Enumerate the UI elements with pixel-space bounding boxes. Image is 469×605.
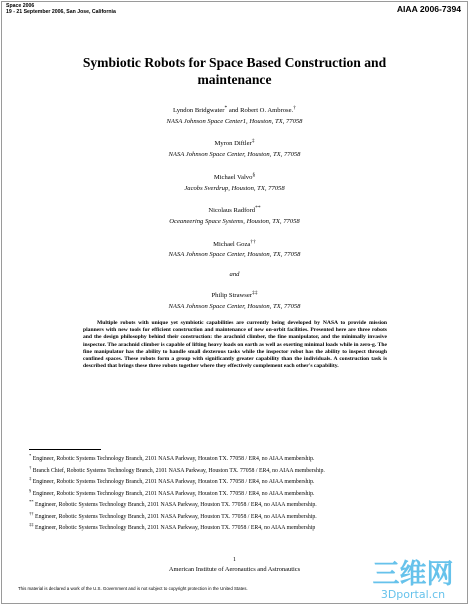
organization-footer: American Institute of Aeronautics and Astronautics xyxy=(168,566,301,573)
author-name: Michael Valvo xyxy=(213,173,253,181)
footnote-mark: § xyxy=(29,487,32,493)
footnote-mark: ‡ xyxy=(29,476,32,482)
author-name: Michael Goza xyxy=(213,240,251,248)
copyright-notice: This material is declared a work of the U.S. Government and is not subject to copyright protection in the United States. xyxy=(18,586,248,591)
watermark-sub-text: 3Dportal.cn xyxy=(380,588,446,601)
footnote-text: Engineer, Robotic Systems Technology Branch, 2101 NASA Parkway, Houston TX. 77058 / ER4, no AIAA membership. xyxy=(32,455,315,462)
author-block xyxy=(60,237,409,261)
author-mark: ‡ xyxy=(251,138,255,145)
page-number: 1 xyxy=(233,557,236,563)
footnote-mark: † xyxy=(29,464,32,470)
author-name: Philip Strawser xyxy=(211,292,252,300)
footnote xyxy=(29,487,441,499)
author-name: Myron Diftler xyxy=(214,140,252,148)
author-conjunction: and xyxy=(229,270,240,278)
watermark-logo-icon xyxy=(365,552,461,602)
author-mark: * xyxy=(224,105,228,111)
footnote-mark: ‡‡ xyxy=(29,522,34,528)
footnote-rule xyxy=(29,449,101,450)
footnote xyxy=(29,510,441,522)
author-block xyxy=(60,203,409,227)
conference-name: Space 2006 xyxy=(6,3,35,9)
author-block xyxy=(60,103,409,127)
author-name-line xyxy=(60,103,409,117)
footnote-text: Engineer, Robotic Systems Technology Branch, 2101 NASA Parkway, Houston TX. 77058 / ER4, no AIAA membership xyxy=(35,525,316,532)
footnote-mark: †† xyxy=(29,510,34,516)
watermark-logo xyxy=(365,552,461,602)
conference-dates: 19 - 21 September 2006, San Jose, California xyxy=(6,9,116,16)
footnote-text: Engineer, Robotic Systems Technology Branch, 2101 NASA Parkway, Houston TX. 77058 / ER4, no AIAA membership. xyxy=(35,513,317,520)
paper-title: Symbiotic Robots for Space Based Construction and maintenance xyxy=(82,55,387,87)
author-mark: § xyxy=(252,171,256,178)
author-affiliation: NASA Johnson Space Center, Houston, TX, 77058 xyxy=(168,151,301,159)
author-affiliation: Jacobs Sverdrup, Houston, TX, 77058 xyxy=(184,184,285,192)
author-name-line xyxy=(60,170,409,184)
author-affiliation: NASA Johnson Space Center1, Houston, TX, 77058 xyxy=(166,117,303,125)
author-block xyxy=(60,288,409,312)
paper-id: AIAA 2006-7394 xyxy=(396,4,461,14)
author-block xyxy=(60,170,409,194)
footnote-text: Engineer, Robotic Systems Technology Branch, 2101 NASA Parkway, Houston TX. 77058 / ER4, no AIAA membership. xyxy=(32,478,315,485)
author-name-line xyxy=(60,237,409,251)
author-mark: ** xyxy=(255,205,261,212)
footnote xyxy=(29,498,441,510)
footnote-mark: ** xyxy=(29,499,34,505)
author-affiliation: Oceaneering Space Systems, Houston, TX, 77058 xyxy=(169,217,300,225)
footnotes xyxy=(29,452,441,533)
abstract: Multiple robots with unique yet symbiotic capabilities are currently being developed by NASA to provide mission planners with new tools for efficient construction and maintenance of new on-orbit facilities. Presented here are three robots and the design philosophy behind their construction: the arachnid climber, the fine manipulator, and the minimally invasive inspector. The arachnid climber is capable of lifting heavy loads on earth as well as exerting minimal loads while in zero-g. The fine manipulator has the ability to handle small dexterous tasks while the inspector robot has the ability to inspect through confined spaces. These robots form a group with significantly greater capability than the individuals. A construction task is described that brings these three robots together where they effectively complement each other's capability. xyxy=(83,320,387,370)
author-affiliation: NASA Johnson Space Center, Houston, TX, 77058 xyxy=(168,303,301,311)
author-name: Nicolaus Radford xyxy=(208,207,256,215)
footnote xyxy=(29,521,441,533)
author-name: and Robert O. Ambrose. xyxy=(228,107,294,115)
author-name-line xyxy=(60,288,409,302)
watermark-main-text: 三维网 xyxy=(372,559,454,590)
footnote-text: Engineer, Robotic Systems Technology Branch, 2101 NASA Parkway, Houston TX. 77058 / ER4, no AIAA membership. xyxy=(35,501,317,508)
author-affiliation: NASA Johnson Space Center, Houston, TX, 77058 xyxy=(168,251,301,259)
author-mark: ‡‡ xyxy=(251,290,258,297)
footnote-mark: * xyxy=(29,453,32,458)
author-mark: †† xyxy=(250,238,256,245)
footnote xyxy=(29,475,441,487)
author-block xyxy=(60,136,409,160)
footnote xyxy=(29,464,441,476)
author-name-line xyxy=(60,136,409,150)
footnote-text: Engineer, Robotic Systems Technology Branch, 2101 NASA Parkway, Houston TX. 77058 / ER4, no AIAA membership. xyxy=(32,490,315,497)
footnote xyxy=(29,452,441,464)
conference-header xyxy=(6,3,116,16)
footnote-text: Branch Chief, Robotic Systems Technology Branch, 2101 NASA Parkway, Houston TX. 77058 / ER4, no AIAA membership. xyxy=(32,467,325,474)
author-name-line xyxy=(60,203,409,217)
author-name: Lyndon Bridgwater xyxy=(173,107,225,115)
author-list xyxy=(60,103,409,322)
author-mark: † xyxy=(293,105,296,111)
